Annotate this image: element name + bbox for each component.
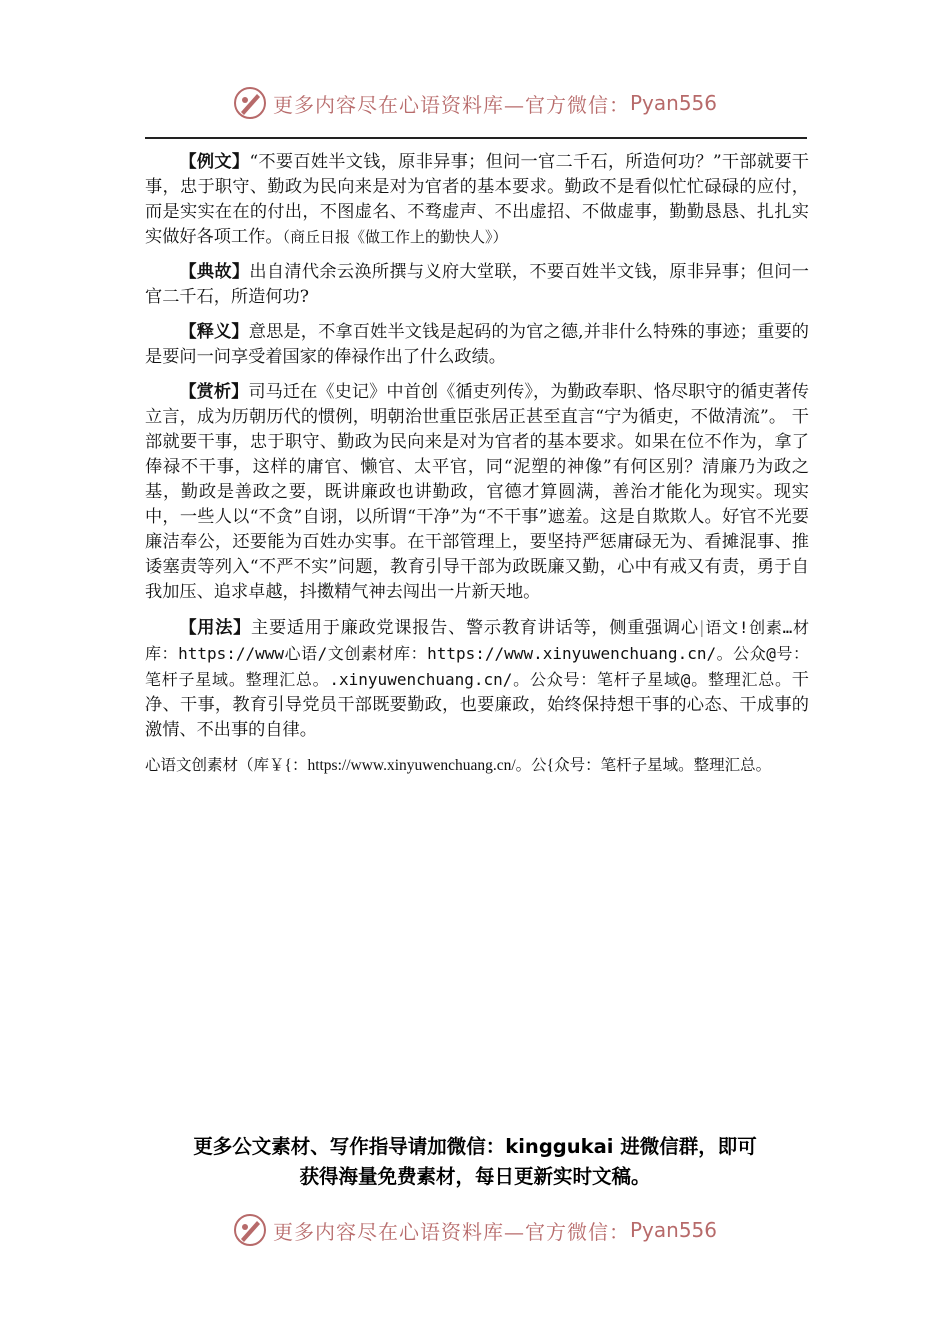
footer-banner [0,1205,950,1255]
section-watermark-text: 语文!创素…材库：https://www心语/文创素材库：https://www.xinyuwenchuang.cn/。公众@号：笔杆子星域。整理汇总。.xinyuwenchuang.cn/。公众号：笔杆子星域@。整理汇总。 [145,618,809,689]
section-appreciation [145,380,809,605]
banner-text: 更多内容尽在心语资料库—官方微信： [272,1219,630,1244]
pen-logo-icon [233,1213,267,1247]
section-tag: 【用法】 [179,618,252,638]
footer-line-2: 获得海量免费素材，每日更新实时文稿。 [299,1165,651,1188]
banner-wechat-id: Pyan556 [629,91,717,115]
section-body: 干净、干事，教育引导党员干部既要勤政，也要廉政，始终保持想干事的心态、干成事的激情、不出事的自律。 [145,670,809,740]
pen-logo-icon [233,86,267,120]
section-body: 意思是，不拿百姓半文钱是起码的为官之德,并非什么特殊的事迹；重要的是要问一问享受着国家的俸禄作出了什么政绩。 [145,322,809,367]
footer-promo [0,1132,950,1192]
document-body [145,150,809,775]
section-body: “不要百姓半文钱，原非异事；但问一官二千石，所造何功？”干部就要干事，忠于职守、勤政为民向来是对为官者的基本要求。勤政不是看似忙忙碌碌的应付，而是实实在在的付出，不图虚名、不骛虚声、不出虚招、不做虚事，勤勤恳恳、扎扎实实做好各项工作。 [145,152,809,247]
header-divider [145,137,807,139]
section-body: 司马迁在《史记》中首创《循吏列传》，为勤政奉职、恪尽职守的循吏著传立言，成为历朝历代的惯例，明朝治世重臣张居正甚至直言“宁为循吏，不做清流”。 干部就要干事，忠于职守、勤政为民向来是对为官者的基本要求。如果在位不作为，拿了俸禄不干事，这样的庸官、懒官、太平官，同“泥塑的神像”有何区别？清廉乃为政之基，勤政是善政之要，既讲廉政也讲勤政，官德才算圆满，善治才能化为现实。现实中，一些人以“不贪”自诩，以所谓“干净”为“不干事”遮羞。这是自欺欺人。好官不光要廉洁奉公，还要能为百姓办实事。在干部管理上，要坚持严惩庸碌无为、看摊混事、推诿塞责等列入“不严不实”问题，教育引导干部为政既廉又勤，心中有戒又有责，勇于自我加压、追求卓越，抖擞精气神去闯出一片新天地。 [145,382,809,602]
section-example [145,150,809,250]
footer-line-1: 更多公文素材、写作指导请加微信：kinggukai 进微信群，即可 [193,1135,757,1158]
section-meaning [145,320,809,370]
banner-wechat-id: Pyan556 [629,1218,717,1242]
section-tag: 【典故】 [179,262,250,282]
section-tag: 【例文】 [179,152,250,172]
section-usage: 【用法】主要适用于廉政党课报告、警示教育讲话等，侧重强调心|语文!创素…材库：https://www心语/文创素材库：https://www.xinyuwenchuang.cn/。公众@号：笔杆子星域。整理汇总。.xinyuwenchuang.cn/。公众号：笔杆子星域@。整理汇总。干净、干事，教育引导党员干部既要勤政，也要廉政，始终保持想干事的心态、干成事的激情、不出事的自律。 [145,618,809,740]
section-source: （商丘日报《做工作上的勤快人》） [282,228,508,246]
section-tag: 【赏析】 [179,382,249,402]
section-body: 出自清代余云涣所撰与义府大堂联，不要百姓半文钱，原非异事；但问一官二千石，所造何功? [145,262,809,307]
section-tag: 【释义】 [179,322,249,342]
section-body: 主要适用于廉政党课报告、警示教育讲话等，侧重强调心 [251,618,699,638]
header-banner [0,78,950,128]
banner-text: 更多内容尽在心语资料库—官方微信： [272,92,630,117]
section-allusion [145,260,809,310]
watermark-line: 心语文创素材（库￥{：https://www.xinyuwenchuang.cn/。公{众号：笔杆子星域。整理汇总。 [145,757,772,774]
